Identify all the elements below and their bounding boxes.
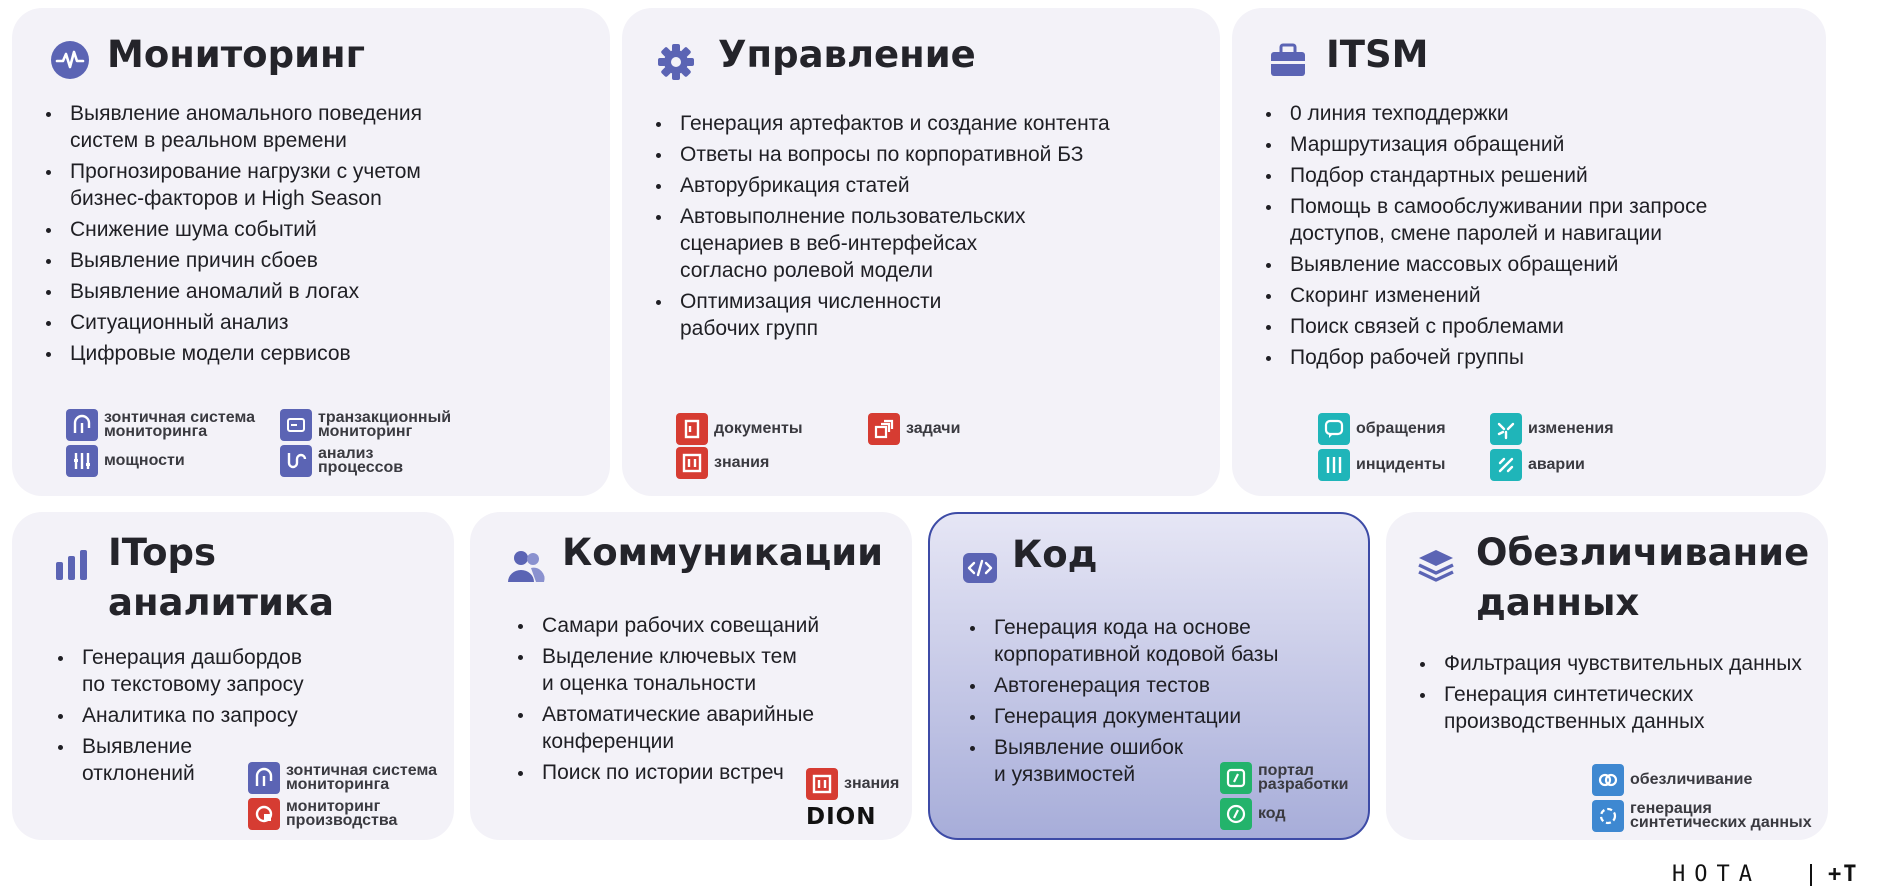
list-item: Генерация синтетических производственных данных xyxy=(1408,681,1823,735)
feature-list xyxy=(34,100,594,371)
list-item: Выявление причин сбоев xyxy=(34,247,594,274)
list-item: Оптимизация численности рабочих групп xyxy=(644,288,1204,342)
badge-label: изменения xyxy=(1528,420,1614,437)
layers-icon xyxy=(1416,546,1456,586)
footer-brand: НОТА xyxy=(1672,862,1761,887)
list-item: Подбор стандартных решений xyxy=(1254,162,1814,189)
list-item: Выявление ошибок и уязвимостей xyxy=(958,734,1358,788)
card-title-line1: Обезличивание xyxy=(1476,531,1810,574)
list-item: Ответы на вопросы по корпоративной БЗ xyxy=(644,141,1204,168)
card-title: Код xyxy=(1012,533,1098,576)
badge-anonymization[interactable] xyxy=(1592,764,1752,796)
badge-label: портал разработки xyxy=(1258,762,1349,793)
badge-label: генерация синтетических данных xyxy=(1630,800,1812,831)
list-item: Самари рабочих совещаний xyxy=(506,612,906,639)
list-item: Фильтрация чувствительных данных xyxy=(1408,650,1823,677)
list-item: Авторубрикация статей xyxy=(644,172,1204,199)
list-item: Выявление аномального поведения систем в реальном времени xyxy=(34,100,594,154)
card-itsm xyxy=(1232,8,1826,496)
umbrella-icon xyxy=(66,409,98,441)
badge-label: транзакционный мониторинг xyxy=(318,409,452,440)
list-item: Выявление аномалий в логах xyxy=(34,278,594,305)
badge-label: зонтичная система мониторинга xyxy=(104,409,255,440)
card-monitoring xyxy=(12,8,610,496)
card-terminal-icon xyxy=(280,409,312,441)
list-item: Выделение ключевых тем и оценка тональности xyxy=(506,643,906,697)
card-title-line2: данных xyxy=(1476,581,1640,624)
list-item: Генерация дашбордов по текстовому запросу xyxy=(46,644,446,698)
outage-icon xyxy=(1490,449,1522,481)
footer-sub: +Т xyxy=(1828,862,1859,887)
users-icon xyxy=(506,546,546,586)
card-title: Управление xyxy=(718,33,976,76)
list-item: Выявление отклонений xyxy=(46,733,446,787)
list-item: Автогенерация тестов xyxy=(958,672,1358,699)
portal-icon xyxy=(1220,762,1252,794)
synthetic-icon xyxy=(1592,800,1624,832)
production-icon xyxy=(248,798,280,830)
badge-label: мощности xyxy=(104,452,185,469)
badge-changes[interactable] xyxy=(1490,413,1614,445)
badge-outages[interactable] xyxy=(1490,449,1585,481)
badge-label: обезличивание xyxy=(1630,771,1753,788)
badge-documents[interactable] xyxy=(676,413,803,445)
footer-divider xyxy=(1810,864,1812,886)
list-item: Генерация документации xyxy=(958,703,1358,730)
list-item: Цифровые модели сервисов xyxy=(34,340,594,367)
list-item: Скоринг изменений xyxy=(1254,282,1814,309)
card-communications xyxy=(470,512,912,840)
badge-incidents[interactable] xyxy=(1318,449,1445,481)
badge-tasks[interactable] xyxy=(868,413,960,445)
badge-label: зонтичная система мониторинга xyxy=(286,762,437,793)
badge-label: знания xyxy=(714,454,770,471)
feature-list xyxy=(506,612,906,790)
card-title: ITSM xyxy=(1326,33,1429,76)
list-item: Аналитика по запросу xyxy=(46,702,446,729)
code-badge-icon xyxy=(1220,798,1252,830)
chat-icon xyxy=(1318,413,1350,445)
badge-label: задачи xyxy=(906,420,961,437)
mask-icon xyxy=(1592,764,1624,796)
list-item: Снижение шума событий xyxy=(34,216,594,243)
tasks-icon xyxy=(868,413,900,445)
umbrella-icon xyxy=(248,762,280,794)
badge-transaction-monitoring[interactable] xyxy=(280,409,451,441)
badge-requests[interactable] xyxy=(1318,413,1446,445)
badge-knowledge[interactable] xyxy=(806,768,899,800)
list-item: Помощь в самообслуживании при запросе доступов, смене паролей и навигации xyxy=(1254,193,1814,247)
list-item: Автовыполнение пользовательских сценариев в веб-интерфейсах согласно ролевой модели xyxy=(644,203,1204,284)
badge-label: документы xyxy=(714,420,803,437)
document-icon xyxy=(676,413,708,445)
list-item: Поиск по истории встреч xyxy=(506,759,906,786)
gear-icon xyxy=(656,42,696,82)
list-item: Поиск связей с проблемами xyxy=(1254,313,1814,340)
changes-icon xyxy=(1490,413,1522,445)
feature-list xyxy=(1254,100,1814,375)
list-item: Автоматические аварийные конференции xyxy=(506,701,906,755)
card-code[interactable] xyxy=(928,512,1370,840)
card-itops-analytics xyxy=(12,512,454,840)
badge-label: аварии xyxy=(1528,456,1585,473)
badge-label: знания xyxy=(844,775,900,792)
card-title-line2: аналитика xyxy=(108,581,334,624)
knowledge-icon xyxy=(676,447,708,479)
process-icon xyxy=(280,445,312,477)
list-item: Прогнозирование нагрузки с учетом бизнес-факторов и High Season xyxy=(34,158,594,212)
badge-label: код xyxy=(1258,805,1286,822)
list-item: Маршрутизация обращений xyxy=(1254,131,1814,158)
card-title: Коммуникации xyxy=(562,531,884,574)
knowledge-icon xyxy=(806,768,838,800)
list-item: Выявление массовых обращений xyxy=(1254,251,1814,278)
badge-capacity[interactable] xyxy=(66,445,185,477)
badge-developer-portal[interactable] xyxy=(1220,762,1348,794)
card-management xyxy=(622,8,1220,496)
badge-label: мониторинг производства xyxy=(286,798,398,829)
badge-label: анализ процессов xyxy=(318,445,404,476)
pulse-icon xyxy=(50,40,90,80)
briefcase-icon xyxy=(1268,40,1308,80)
badge-synthetic-data[interactable] xyxy=(1592,800,1812,832)
badge-process-analysis[interactable] xyxy=(280,445,403,477)
badge-knowledge[interactable] xyxy=(676,447,769,479)
badge-label: обращения xyxy=(1356,420,1446,437)
badge-label: инциденты xyxy=(1356,456,1446,473)
card-anonymization xyxy=(1386,512,1828,840)
badge-production-monitoring[interactable] xyxy=(248,798,397,830)
card-title: Мониторинг xyxy=(107,33,365,76)
feature-list xyxy=(644,110,1204,346)
badge-code[interactable] xyxy=(1220,798,1286,830)
incidents-icon xyxy=(1318,449,1350,481)
badge-umbrella-monitoring[interactable] xyxy=(248,762,437,794)
badge-umbrella-monitoring[interactable] xyxy=(66,409,255,441)
feature-list xyxy=(1408,650,1823,739)
code-icon xyxy=(960,548,1000,588)
bar-chart-icon xyxy=(52,546,92,586)
list-item: Генерация кода на основе корпоративной кодовой базы xyxy=(958,614,1358,668)
list-item: Подбор рабочей группы xyxy=(1254,344,1814,371)
dion-logo: DION xyxy=(806,804,877,830)
list-item: Ситуационный анализ xyxy=(34,309,594,336)
capacity-icon xyxy=(66,445,98,477)
list-item: Генерация артефактов и создание контента xyxy=(644,110,1204,137)
card-title-line1: ITops xyxy=(108,531,217,574)
list-item: 0 линия техподдержки xyxy=(1254,100,1814,127)
